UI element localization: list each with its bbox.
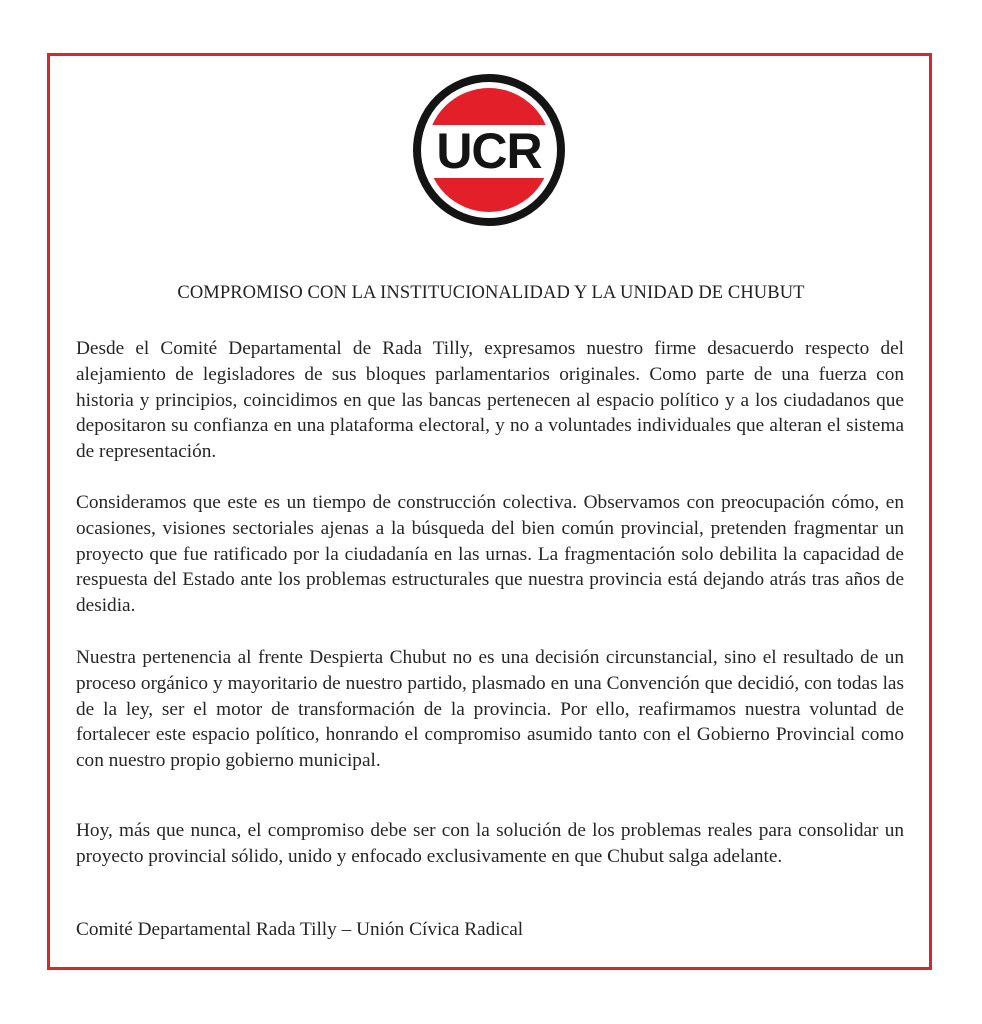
paragraph-2: Consideramos que este es un tiempo de construcción colectiva. Observamos con preocupación cómo, en ocasiones, visiones sectoriales ajenas a la búsqueda del bien común provincial, pretenden fragmentar un proyecto que fue ratificado por la ciudadanía en las urnas. La fragmentación solo debilita la capacidad de respuesta del Estado ante los problemas estructurales que nuestra provincia está dejando atrás tras años de desidia. <box>76 492 904 617</box>
ucr-logo-text: UCR <box>436 123 542 179</box>
signature: Comité Departamental Rada Tilly – Unión Cívica Radical <box>76 919 524 940</box>
paragraph-4: Hoy, más que nunca, el compromiso debe ser con la solución de los problemas reales para consolidar un proyecto provincial sólido, unido y enfocado exclusivamente en que Chubut salga adelante. <box>76 820 904 867</box>
paragraph-1: Desde el Comité Departamental de Rada Tilly, expresamos nuestro firme desacuerdo respecto del alejamiento de legisladores de sus bloques parlamentarios originales. Como parte de una fuerza con historia y principios, coincidimos en que las bancas pertenecen al espacio político y a los ciudadanos que depositaron su confianza en una plataforma electoral, y no a voluntades individuales que alteran el sistema de representación. <box>76 338 904 463</box>
ucr-logo <box>413 74 565 226</box>
paragraph-3: Nuestra pertenencia al frente Despierta Chubut no es una decisión circunstancial, sino el resultado de un proceso orgánico y mayoritario de nuestro partido, plasmado en una Convención que decidió, con todas las de la ley, ser el motor de transformación de la provincia. Por ello, reafirmamos nuestra voluntad de fortalecer este espacio político, honrando el compromiso asumido tanto con el Gobierno Provincial como con nuestro propio gobierno municipal. <box>76 647 904 772</box>
page-title: COMPROMISO CON LA INSTITUCIONALIDAD Y LA UNIDAD DE CHUBUT <box>177 283 805 303</box>
